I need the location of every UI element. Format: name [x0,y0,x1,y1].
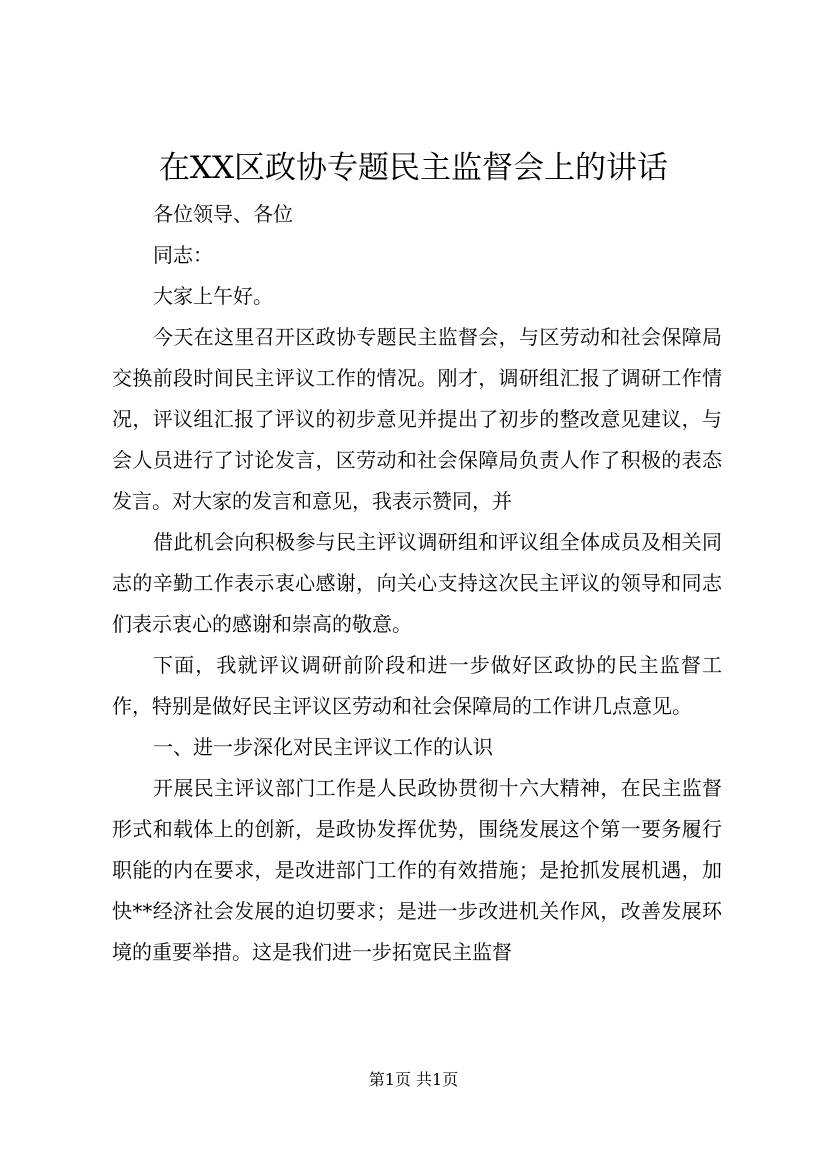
paragraph-salutation: 各位领导、各位 [153,202,293,226]
section-heading-1: 一、进一步深化对民主评议工作的认识 [153,735,493,759]
paragraph-outline: 下面，我就评议调研前阶段和进一步做好区政协的民主监督工作，特别是做好民主评议区劳动和社会保障局的工作讲几点意见。 [112,653,722,718]
paragraph-section-1: 开展民主评议部门工作是人民政协贯彻十六大精神，在民主监督形式和载体上的创新，是政协发挥优势，围绕发展这个第一要务履行职能的内在要求，是改进部门工作的有效措施；是抢抓发展机遇，加快**经济社会发展的迫切要求；是进一步改进机关作风，改善发展环境的重要举措。这是我们进一步拓宽民主监督 [112,776,722,964]
document-title: 在XX区政协专题民主监督会上的讲话 [158,150,669,186]
page-footer: 第1页 共1页 [368,1070,459,1089]
document-body [112,194,722,973]
paragraph-salutation-cont: 同志： [153,243,213,267]
paragraph-thanks: 借此机会向积极参与民主评议调研组和评议组全体成员及相关同志的辛勤工作表示衷心感谢，向关心支持这次民主评议的领导和同志们表示衷心的感谢和崇高的敬意。 [112,530,722,636]
paragraph-intro: 今天在这里召开区政协专题民主监督会，与区劳动和社会保障局交换前段时间民主评议工作的情况。刚才，调研组汇报了调研工作情况，评议组汇报了评议的初步意见并提出了初步的整改意见建议，与会人员进行了讨论发言，区劳动和社会保障局负责人作了积极的表态发言。对大家的发言和意见，我表示赞同，并 [112,325,722,513]
paragraph-greeting: 大家上午好。 [153,284,273,308]
